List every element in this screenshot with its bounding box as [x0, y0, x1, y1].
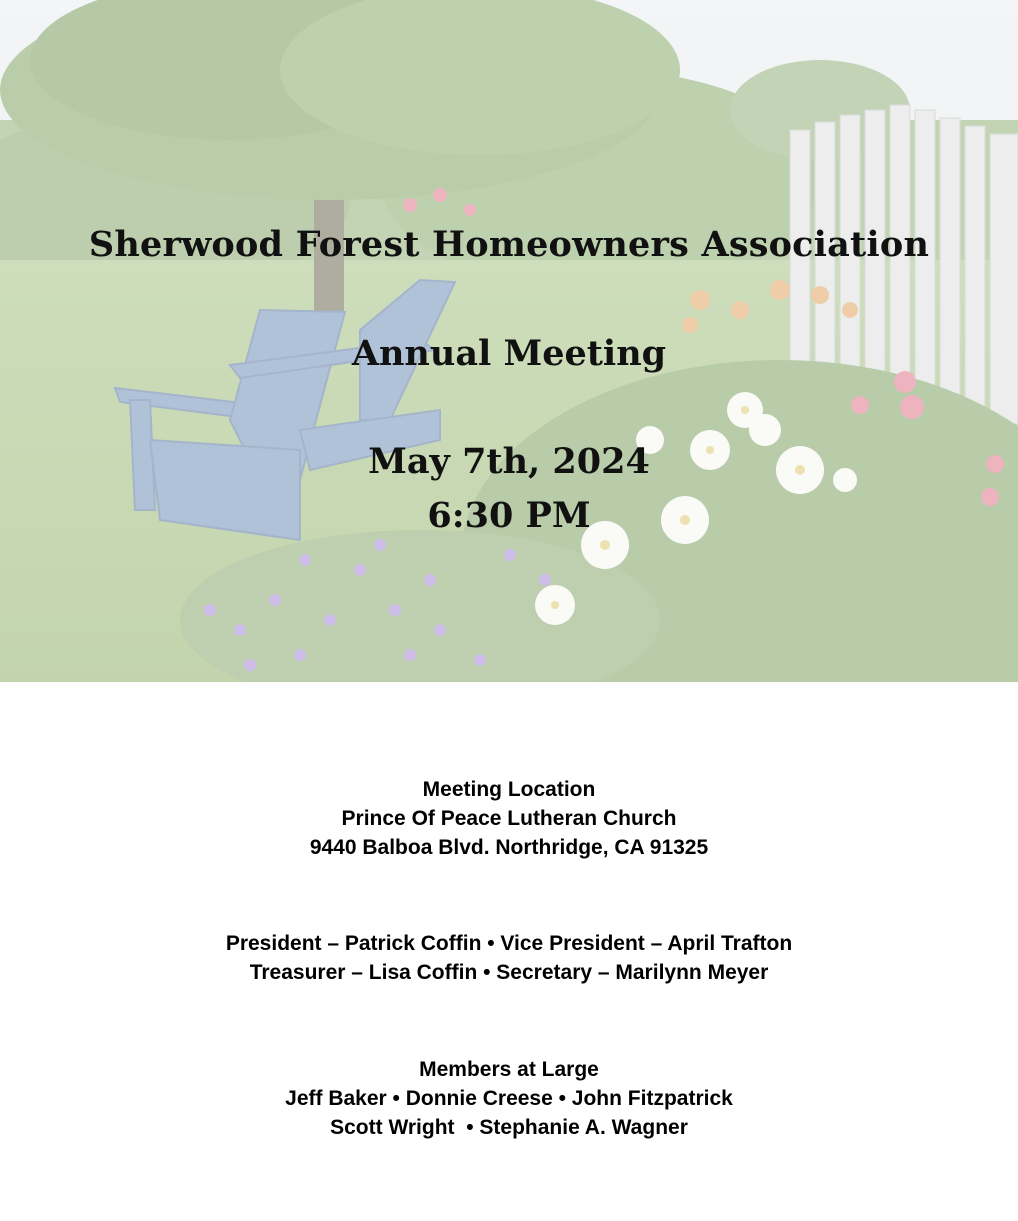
location-heading: Meeting Location: [422, 778, 596, 801]
meeting-title: Annual Meeting: [351, 333, 667, 374]
location-address: 9440 Balboa Blvd. Northridge, CA 91325: [309, 836, 709, 859]
location-block: [0, 775, 1018, 862]
officers-line-1: President – Patrick Coffin • Vice President – April Trafton: [225, 932, 793, 955]
members-block: [0, 1055, 1018, 1142]
meeting-time: 6:30 PM: [427, 495, 591, 536]
officers-block: [0, 929, 1018, 987]
location-venue: Prince Of Peace Lutheran Church: [341, 807, 677, 830]
members-heading: Members at Large: [419, 1058, 599, 1081]
officers-line-2: Treasurer – Lisa Coffin • Secretary – Marilynn Meyer: [249, 961, 769, 984]
members-line-1: Jeff Baker • Donnie Creese • John Fitzpatrick: [285, 1087, 733, 1110]
association-title: Sherwood Forest Homeowners Association: [88, 224, 930, 265]
meeting-date: May 7th, 2024: [368, 441, 650, 482]
members-line-2: Scott Wright • Stephanie A. Wagner: [330, 1116, 688, 1139]
